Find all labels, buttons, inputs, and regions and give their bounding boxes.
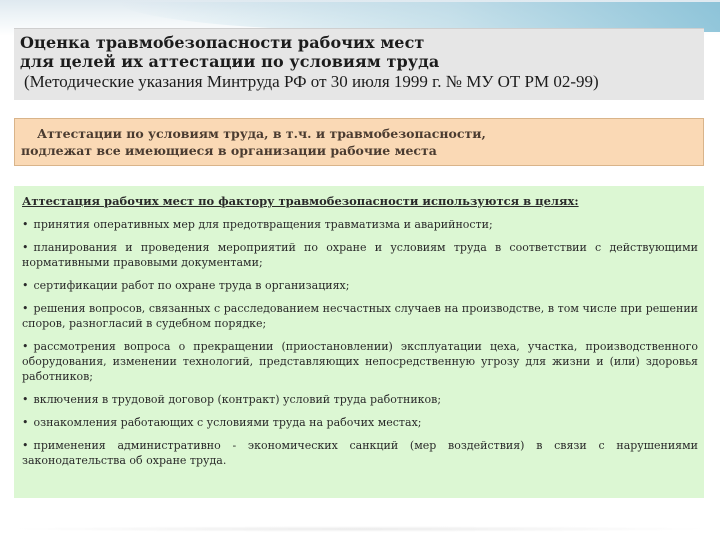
goal-item-6 [22, 392, 698, 407]
bullet-icon: • [22, 241, 29, 254]
bullet-icon: • [22, 302, 29, 315]
goal-item-5 [22, 339, 698, 384]
goal-text: применения административно - экономических санкций (мер воздействия) в связи с нарушениями законодательства об охране труда. [22, 439, 698, 467]
goal-text: решения вопросов, связанных с расследованием несчастных случаев на производстве, в том числе при решении споров, разногласий в судебном порядке; [22, 302, 698, 330]
goals-heading: Аттестация рабочих мест по фактору травмобезопасности используются в целях: [22, 194, 579, 208]
notice-line-1: Аттестации по условиям труда, в т.ч. и травмобезопасности, [37, 126, 486, 141]
goals-panel [14, 186, 704, 498]
goal-text: планирования и проведения мероприятий по охране и условиям труда в соответствии с действующими нормативными правовыми документами; [22, 241, 698, 269]
bullet-icon: • [22, 416, 29, 429]
goal-text: рассмотрения вопроса о прекращении (приостановлении) эксплуатации цеха, участка, производственного оборудования, изменении технологий, представляющих непосредственную угрозу для жизни и (или) здоровья работников; [22, 340, 698, 383]
title-line-1: Оценка травмобезопасности рабочих мест [20, 33, 425, 52]
notice-line-2: подлежат все имеющиеся в организации рабочие места [21, 143, 437, 158]
goal-item-4 [22, 301, 698, 331]
bullet-icon: • [22, 439, 29, 452]
goal-text: принятия оперативных мер для предотвращения травматизма и аварийности; [33, 218, 493, 231]
notice-panel [14, 118, 704, 166]
goal-text: ознакомления работающих с условиями труда на рабочих местах; [33, 416, 422, 429]
bullet-icon: • [22, 393, 29, 406]
title-line-2: для целей их аттестации по условиям труда [20, 52, 440, 71]
goal-item-7 [22, 415, 698, 430]
goal-item-8 [22, 438, 698, 468]
bullet-icon: • [22, 340, 29, 353]
goal-item-3 [22, 278, 698, 293]
slide-shadow [6, 526, 714, 532]
goal-text: включения в трудовой договор (контракт) условий труда работников; [33, 393, 442, 406]
title-source: (Методические указания Минтруда РФ от 30 июля 1999 г. № МУ ОТ РМ 02-99) [24, 72, 599, 91]
goal-item-2 [22, 240, 698, 270]
bullet-icon: • [22, 218, 29, 231]
goal-text: сертификации работ по охране труда в организациях; [33, 279, 350, 292]
bullet-icon: • [22, 279, 29, 292]
title-panel [14, 28, 704, 100]
goal-item-1 [22, 217, 698, 232]
